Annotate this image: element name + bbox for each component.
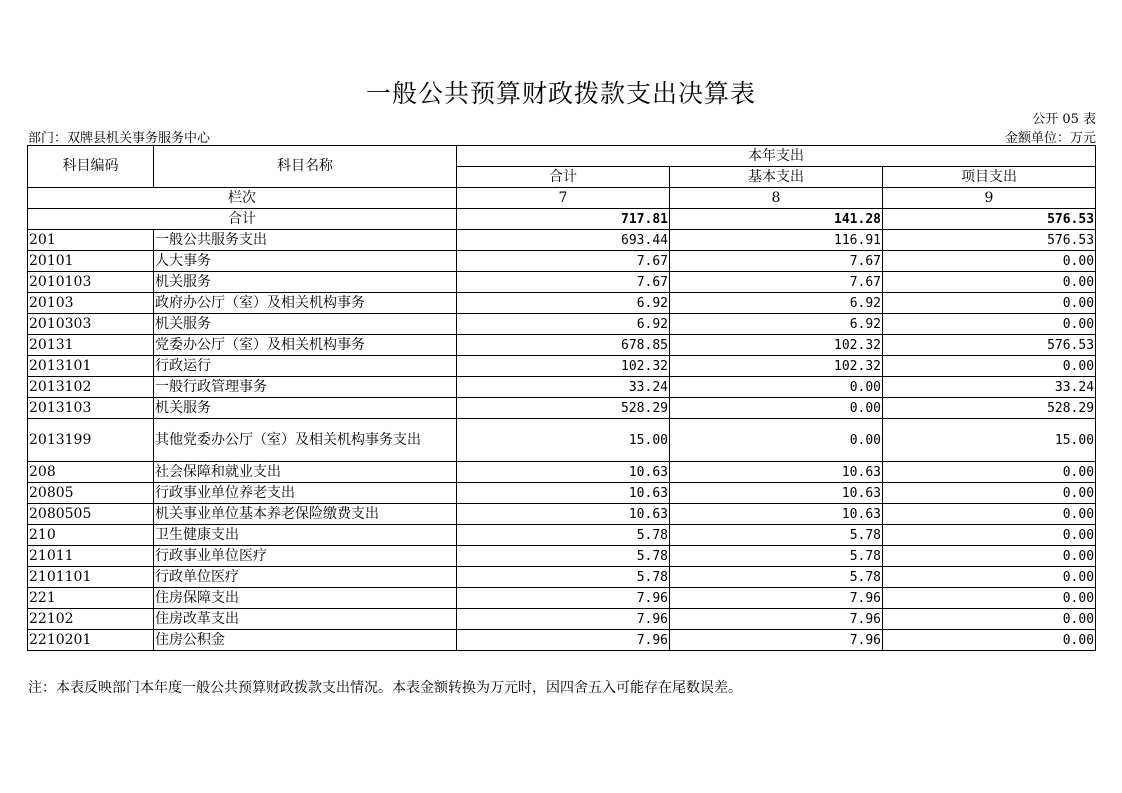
column-number-basic: 8 (670, 188, 883, 209)
table-row (28, 504, 1096, 525)
row-name: 一般公共服务支出 (154, 230, 457, 251)
row-name: 人大事务 (154, 251, 457, 272)
page-title: 一般公共预算财政拨款支出决算表 (365, 79, 756, 108)
row-project: 0.00 (883, 293, 1096, 314)
table-row (28, 377, 1096, 398)
row-basic: 7.67 (670, 272, 883, 293)
row-code: 2013103 (28, 398, 154, 419)
row-total: 10.63 (457, 462, 670, 483)
row-total: 6.92 (457, 314, 670, 335)
row-basic: 10.63 (670, 462, 883, 483)
row-code: 2013199 (28, 419, 154, 462)
table-row (28, 314, 1096, 335)
row-code: 2013101 (28, 356, 154, 377)
table-row (28, 630, 1096, 651)
row-code: 20805 (28, 483, 154, 504)
row-basic: 102.32 (670, 356, 883, 377)
row-total: 7.96 (457, 588, 670, 609)
row-project: 0.00 (883, 251, 1096, 272)
row-project: 0.00 (883, 588, 1096, 609)
row-code: 2010303 (28, 314, 154, 335)
header-total: 合计 (457, 167, 670, 188)
row-code: 20101 (28, 251, 154, 272)
row-project: 0.00 (883, 462, 1096, 483)
row-name: 行政单位医疗 (154, 567, 457, 588)
row-total: 6.92 (457, 293, 670, 314)
summary-basic: 141.28 (670, 209, 883, 230)
row-name: 社会保障和就业支出 (154, 462, 457, 483)
row-total: 7.96 (457, 630, 670, 651)
table-row (28, 609, 1096, 630)
row-project: 0.00 (883, 525, 1096, 546)
table-row (28, 462, 1096, 483)
row-name: 住房改革支出 (154, 609, 457, 630)
row-basic: 6.92 (670, 293, 883, 314)
row-project: 0.00 (883, 483, 1096, 504)
row-code: 22102 (28, 609, 154, 630)
row-project: 0.00 (883, 356, 1096, 377)
row-code: 2010103 (28, 272, 154, 293)
row-project: 576.53 (883, 335, 1096, 356)
row-basic: 7.67 (670, 251, 883, 272)
header-code: 科目编码 (28, 146, 154, 188)
row-basic: 0.00 (670, 419, 883, 462)
row-total: 678.85 (457, 335, 670, 356)
row-basic: 5.78 (670, 546, 883, 567)
row-basic: 6.92 (670, 314, 883, 335)
table-row (28, 356, 1096, 377)
table-row (28, 272, 1096, 293)
column-label: 栏次 (28, 188, 457, 209)
column-number-project: 9 (883, 188, 1096, 209)
row-name: 机关服务 (154, 398, 457, 419)
row-total: 528.29 (457, 398, 670, 419)
row-code: 20131 (28, 335, 154, 356)
table-row (28, 230, 1096, 251)
row-code: 201 (28, 230, 154, 251)
table-row (28, 525, 1096, 546)
row-basic: 7.96 (670, 588, 883, 609)
summary-total: 717.81 (457, 209, 670, 230)
row-code: 2013102 (28, 377, 154, 398)
row-project: 528.29 (883, 398, 1096, 419)
row-name: 机关事业单位基本养老保险缴费支出 (154, 504, 457, 525)
table-row (28, 567, 1096, 588)
row-name: 机关服务 (154, 314, 457, 335)
header-year-expense: 本年支出 (457, 146, 1096, 167)
table-row (28, 251, 1096, 272)
row-name: 行政事业单位养老支出 (154, 483, 457, 504)
form-number: 公开 05 表 (1032, 112, 1096, 127)
row-name: 行政运行 (154, 356, 457, 377)
footnote: 注：本表反映部门本年度一般公共预算财政拨款支出情况。本表金额转换为万元时，因四舍五入可能存在尾数误差。 (28, 680, 742, 696)
row-basic: 0.00 (670, 398, 883, 419)
row-total: 5.78 (457, 546, 670, 567)
row-basic: 5.78 (670, 525, 883, 546)
row-basic: 10.63 (670, 504, 883, 525)
expense-table (27, 145, 1096, 651)
row-total: 7.67 (457, 272, 670, 293)
row-basic: 7.96 (670, 609, 883, 630)
row-name: 党委办公厅（室）及相关机构事务 (154, 335, 457, 356)
row-basic: 5.78 (670, 567, 883, 588)
table-row (28, 293, 1096, 314)
row-name: 住房保障支出 (154, 588, 457, 609)
unit-label: 金额单位：万元 (1004, 131, 1096, 146)
row-code: 20103 (28, 293, 154, 314)
row-basic: 116.91 (670, 230, 883, 251)
header-project: 项目支出 (883, 167, 1096, 188)
column-number-total: 7 (457, 188, 670, 209)
row-basic: 0.00 (670, 377, 883, 398)
header-basic: 基本支出 (670, 167, 883, 188)
row-project: 0.00 (883, 546, 1096, 567)
row-project: 15.00 (883, 419, 1096, 462)
department-label: 部门：双牌县机关事务服务中心 (28, 131, 211, 146)
table-row (28, 546, 1096, 567)
row-code: 2101101 (28, 567, 154, 588)
summary-label: 合计 (28, 209, 457, 230)
table-row (28, 419, 1096, 462)
row-total: 5.78 (457, 525, 670, 546)
table-row (28, 588, 1096, 609)
row-name: 政府办公厅（室）及相关机构事务 (154, 293, 457, 314)
row-name: 卫生健康支出 (154, 525, 457, 546)
header-name: 科目名称 (154, 146, 457, 188)
row-project: 0.00 (883, 314, 1096, 335)
row-name: 住房公积金 (154, 630, 457, 651)
row-total: 10.63 (457, 483, 670, 504)
row-basic: 102.32 (670, 335, 883, 356)
row-code: 21011 (28, 546, 154, 567)
row-project: 33.24 (883, 377, 1096, 398)
row-code: 210 (28, 525, 154, 546)
row-code: 208 (28, 462, 154, 483)
row-project: 0.00 (883, 630, 1096, 651)
row-project: 0.00 (883, 609, 1096, 630)
row-basic: 7.96 (670, 630, 883, 651)
row-total: 7.67 (457, 251, 670, 272)
row-project: 0.00 (883, 567, 1096, 588)
table-row (28, 335, 1096, 356)
row-total: 15.00 (457, 419, 670, 462)
row-total: 7.96 (457, 609, 670, 630)
row-project: 576.53 (883, 230, 1096, 251)
row-name: 行政事业单位医疗 (154, 546, 457, 567)
table-row (28, 398, 1096, 419)
row-name: 机关服务 (154, 272, 457, 293)
summary-project: 576.53 (883, 209, 1096, 230)
row-code: 2210201 (28, 630, 154, 651)
row-total: 33.24 (457, 377, 670, 398)
row-total: 5.78 (457, 567, 670, 588)
row-project: 0.00 (883, 504, 1096, 525)
row-name: 一般行政管理事务 (154, 377, 457, 398)
row-total: 102.32 (457, 356, 670, 377)
row-code: 221 (28, 588, 154, 609)
row-project: 0.00 (883, 272, 1096, 293)
table-row (28, 483, 1096, 504)
row-total: 693.44 (457, 230, 670, 251)
row-total: 10.63 (457, 504, 670, 525)
row-code: 2080505 (28, 504, 154, 525)
row-name: 其他党委办公厅（室）及相关机构事务支出 (154, 419, 457, 462)
row-basic: 10.63 (670, 483, 883, 504)
